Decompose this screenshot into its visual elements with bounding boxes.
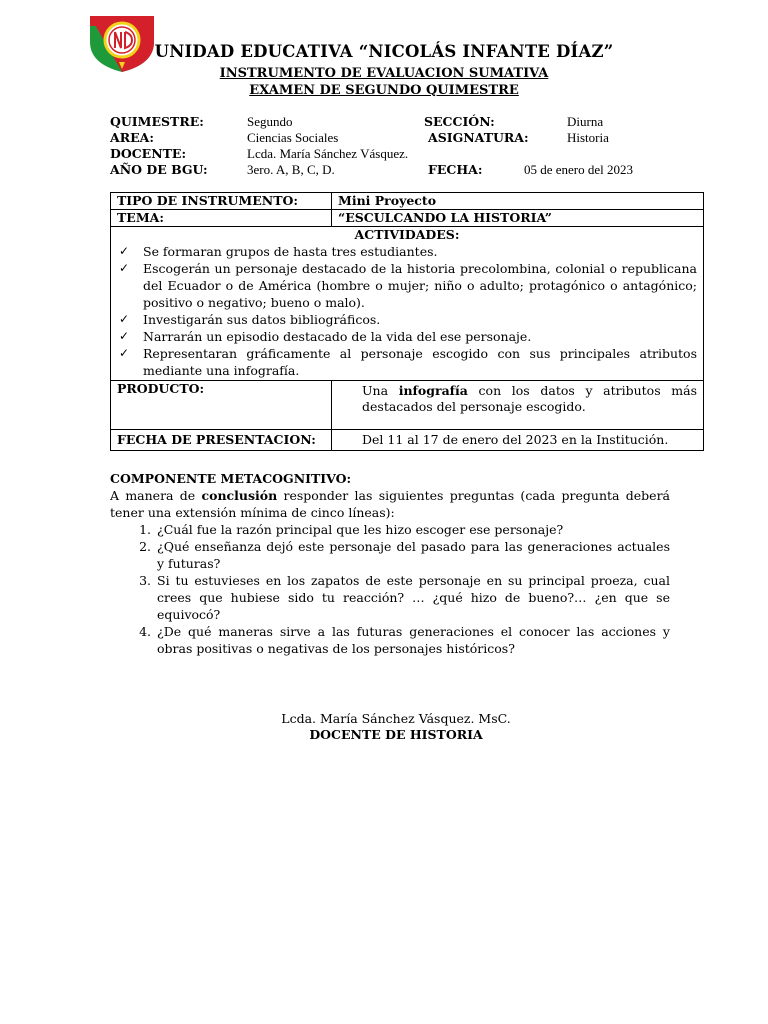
tipo-value: Mini Proyecto: [332, 193, 704, 210]
list-item: 2. ¿Qué enseñanza dejó este personaje del pasado para las generaciones actuales y futuras?: [155, 538, 670, 572]
table-row: [111, 193, 704, 210]
docente-value: Lcda. María Sánchez Vásquez.: [247, 146, 409, 161]
fecha-label: FECHA:: [428, 162, 483, 177]
metacognitivo-title: COMPONENTE METACOGNITIVO:: [110, 471, 352, 486]
list-item: ✓ Representaran gráficamente al personaje escogido con sus principales atributos mediante una infografía.: [119, 346, 697, 378]
questions-list: [110, 521, 670, 657]
asignatura-value: Historia: [567, 130, 609, 145]
list-item: ✓ Narrarán un episodio destacado de la vida del ese personaje.: [119, 329, 532, 344]
table-row: [111, 210, 704, 227]
signature-role: DOCENTE DE HISTORIA: [309, 727, 483, 742]
table-row: [111, 430, 704, 451]
table-row: [111, 381, 704, 430]
list-item: 1. ¿Cuál fue la razón principal que les hizo escoger ese personaje?: [155, 521, 670, 538]
tema-value: “ESCULCANDO LA HISTORIA”: [332, 210, 704, 227]
list-item: ✓ Se formaran grupos de hasta tres estudiantes.: [119, 244, 438, 259]
tema-label: TEMA:: [111, 210, 332, 227]
check-mark-icon: ✓: [119, 244, 130, 258]
table-row: [111, 227, 704, 381]
instrument-table: [110, 192, 704, 451]
fecha-presentacion-value: Del 11 al 17 de enero del 2023 en la Institución.: [332, 430, 704, 451]
quimestre-value: Segundo: [247, 114, 293, 129]
seccion-label: SECCIÓN:: [424, 114, 495, 129]
docente-label: DOCENTE:: [110, 146, 187, 161]
producto-value: Una infografía con los datos y atributos más destacados del personaje escogido.: [332, 381, 704, 430]
anio-value: 3ero. A, B, C, D.: [247, 162, 335, 177]
signature-name: Lcda. María Sánchez Vásquez. MsC.: [281, 711, 511, 726]
list-item: ✓ Investigarán sus datos bibliográficos.: [119, 312, 381, 327]
check-mark-icon: ✓: [119, 329, 130, 343]
check-mark-icon: ✓: [119, 346, 130, 360]
check-mark-icon: ✓: [119, 312, 130, 326]
actividades-cell: [111, 227, 704, 381]
fecha-presentacion-label: FECHA DE PRESENTACION:: [111, 430, 332, 451]
tipo-label: TIPO DE INSTRUMENTO:: [111, 193, 332, 210]
asignatura-label: ASIGNATURA:: [428, 130, 529, 145]
exam-subtitle: EXAMEN DE SEGUNDO QUIMESTRE: [249, 83, 519, 98]
actividades-heading: ACTIVIDADES:: [354, 227, 460, 242]
quimestre-label: QUIMESTRE:: [110, 114, 204, 129]
list-item: 4. ¿De qué maneras sirve a las futuras generaciones el conocer las acciones y obras positivas o negativas de los personajes históricos?: [155, 623, 670, 657]
area-label: AREA:: [110, 130, 154, 145]
area-value: Ciencias Sociales: [247, 130, 339, 145]
instrument-subtitle: INSTRUMENTO DE EVALUACION SUMATIVA: [219, 66, 549, 81]
list-item: ✓ Escogerán un personaje destacado de la historia precolombina, colonial o republicana del Ecuador o de América (hombre o mujer; niño o adulto; protagónico o antagónico; positivo o negativo; bueno o malo).: [119, 261, 697, 310]
fecha-value: 05 de enero del 2023: [524, 162, 634, 177]
metacognitivo-section: [110, 470, 670, 657]
check-mark-icon: ✓: [119, 261, 130, 275]
institution-title: UNIDAD EDUCATIVA “NICOLÁS INFANTE DÍAZ”: [154, 42, 614, 61]
list-item: 3. Si tu estuvieses en los zapatos de este personaje en su principal proeza, cual crees que hubiese sido tu reacción? … ¿qué hizo de bueno?… ¿en que se equivocó?: [155, 572, 670, 623]
producto-label: PRODUCTO:: [111, 381, 332, 430]
anio-label: AÑO DE BGU:: [110, 162, 208, 177]
actividades-list: [117, 243, 697, 379]
metacognitivo-intro: A manera de conclusión responder las siguientes preguntas (cada pregunta deberá tener una extensión mínima de cinco líneas):: [110, 488, 671, 520]
seccion-value: Diurna: [567, 114, 604, 129]
